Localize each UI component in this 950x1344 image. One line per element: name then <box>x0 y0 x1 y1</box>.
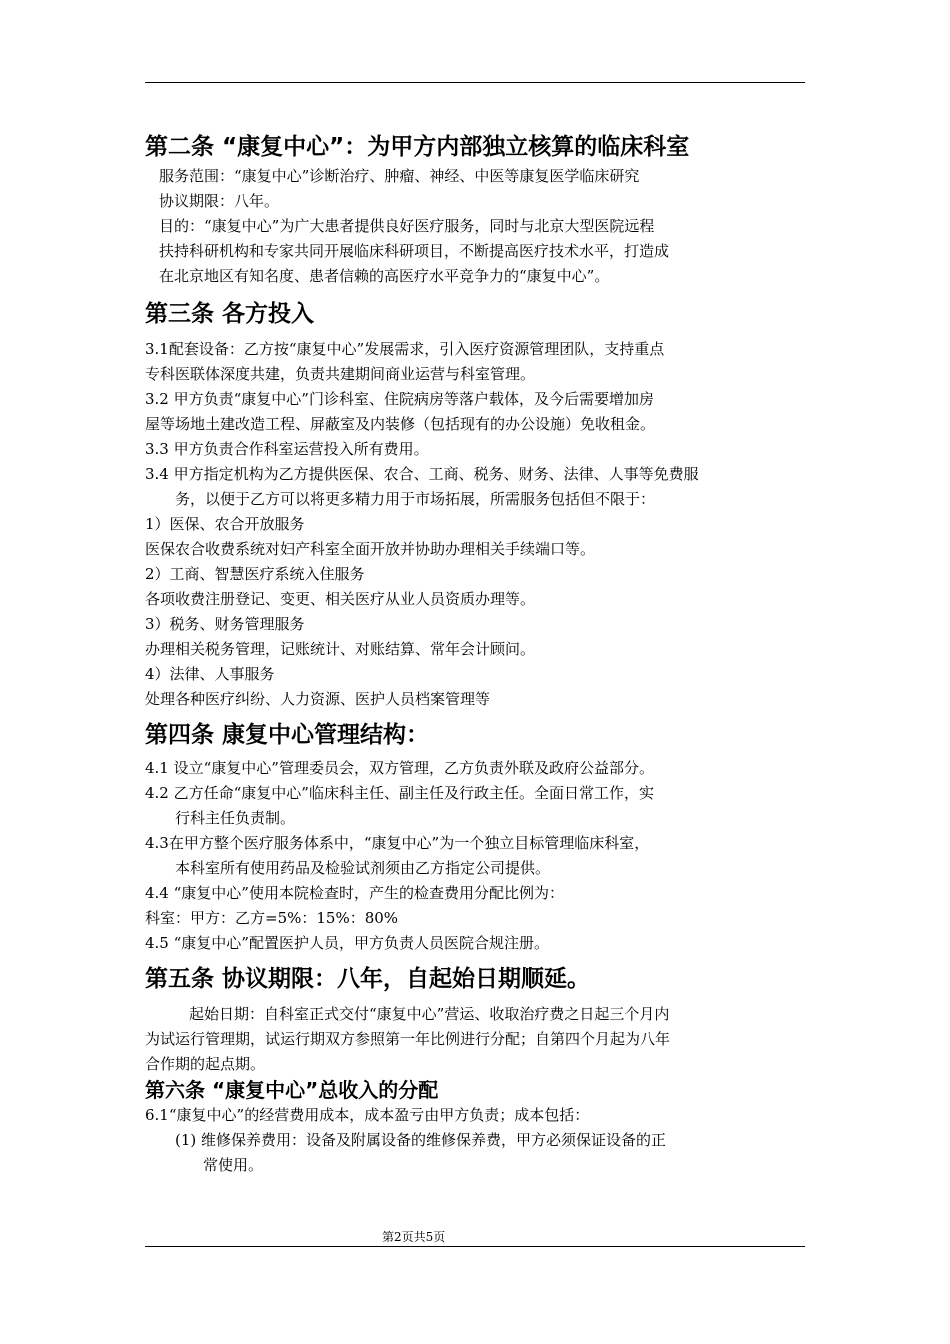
article-2-line: 服务范围：“康复中心”诊断治疗、肿瘤、神经、中医等康复医学临床研究 <box>159 167 640 185</box>
footer-rule <box>145 1246 805 1247</box>
article-3-line: 办理相关税务管理，记账统计、对账结算、常年会计顾问。 <box>145 640 536 658</box>
article-3-line: 2）工商、智慧医疗系统入住服务 <box>145 565 365 583</box>
article-3-line: 3.2 甲方负责“康复中心”门诊科室、住院病房等落户载体，及今后需要增加房 <box>145 390 654 408</box>
article-3-line: 处理各种医疗纠纷、人力资源、医护人员档案管理等 <box>145 690 491 708</box>
article-4-line: 4.2 乙方任命“康复中心”临床科主任、副主任及行政主任。全面日常工作，实 <box>145 784 654 802</box>
article-6-heading: 第六条 “康复中心”总收入的分配 <box>145 1078 439 1102</box>
article-3-line: 务，以便于乙方可以将更多精力用于市场拓展，所需服务包括但不限于： <box>175 490 656 508</box>
article-4-line: 4.1 设立“康复中心”管理委员会，双方管理，乙方负责外联及政府公益部分。 <box>145 759 654 777</box>
page-footer <box>145 1226 805 1245</box>
article-3-line: 1）医保、农合开放服务 <box>145 515 305 533</box>
article-3-line: 各项收费注册登记、变更、相关医疗从业人员资质办理等。 <box>145 590 536 608</box>
article-3-line: 4）法律、人事服务 <box>145 665 275 683</box>
article-6-line: (1) 维修保养费用：设备及附属设备的维修保养费，甲方必须保证设备的正 <box>175 1131 667 1149</box>
article-4-line: 科室：甲方：乙方=5%：15%：80% <box>145 909 399 927</box>
article-3-line: 3.4 甲方指定机构为乙方提供医保、农合、工商、税务、财务、法律、人事等免费服 <box>145 465 699 483</box>
article-3-line: 专科医联体深度共建，负责共建期间商业运营与科室管理。 <box>145 365 536 383</box>
article-3-line: 医保农合收费系统对妇产科室全面开放并协助办理相关手续端口等。 <box>145 540 596 558</box>
article-6-line: 常使用。 <box>203 1156 264 1174</box>
article-5-line: 起始日期：自科室正式交付“康复中心”营运、收取治疗费之日起三个月内 <box>189 1005 670 1023</box>
article-4-line: 4.3在甲方整个医疗服务体系中，“康复中心”为一个独立目标管理临床科室， <box>145 834 650 852</box>
article-3-line: 屋等场地土建改造工程、屏蔽室及内装修（包括现有的办公设施）免收租金。 <box>145 415 656 433</box>
article-2-line: 目的：“康复中心”为广大患者提供良好医疗服务，同时与北京大型医院远程 <box>159 217 655 235</box>
article-3-line: 3）税务、财务管理服务 <box>145 615 305 633</box>
article-2-line: 扶持科研机构和专家共同开展临床科研项目，不断提高医疗技术水平，打造成 <box>159 242 670 260</box>
page-number: 第2页共5页 <box>382 1230 446 1244</box>
article-4-line: 4.4 “康复中心”使用本院检查时，产生的检查费用分配比例为： <box>145 884 564 902</box>
header-rule <box>145 82 805 83</box>
article-6-line: 6.1“康复中心”的经营费用成本，成本盈亏由甲方负责；成本包括： <box>145 1106 590 1124</box>
article-5-line: 为试运行管理期，试运行期双方参照第一年比例进行分配；自第四个月起为八年 <box>145 1030 671 1048</box>
article-4-line: 本科室所有使用药品及检验试剂须由乙方指定公司提供。 <box>175 859 551 877</box>
article-2-line: 协议期限：八年。 <box>159 192 280 210</box>
article-3-line: 3.3 甲方负责合作科室运营投入所有费用。 <box>145 440 429 458</box>
article-3-heading: 第三条 各方投入 <box>145 301 315 327</box>
article-2-heading: 第二条 “康复中心”：为甲方内部独立核算的临床科室 <box>145 134 690 160</box>
article-4-heading: 第四条 康复中心管理结构： <box>145 722 430 748</box>
article-5-heading: 第五条 协议期限：八年，自起始日期顺延。 <box>145 966 591 992</box>
article-4-line: 行科主任负责制。 <box>175 809 296 827</box>
article-4-line: 4.5 “康复中心”配置医护人员，甲方负责人员医院合规注册。 <box>145 934 549 952</box>
document-body <box>145 130 807 1178</box>
article-5-line: 合作期的起点期。 <box>145 1055 266 1073</box>
article-2-line: 在北京地区有知名度、患者信赖的高医疗水平竞争力的“康复中心”。 <box>159 267 610 285</box>
article-3-line: 3.1配套设备：乙方按“康复中心”发展需求，引入医疗资源管理团队，支持重点 <box>145 340 665 358</box>
